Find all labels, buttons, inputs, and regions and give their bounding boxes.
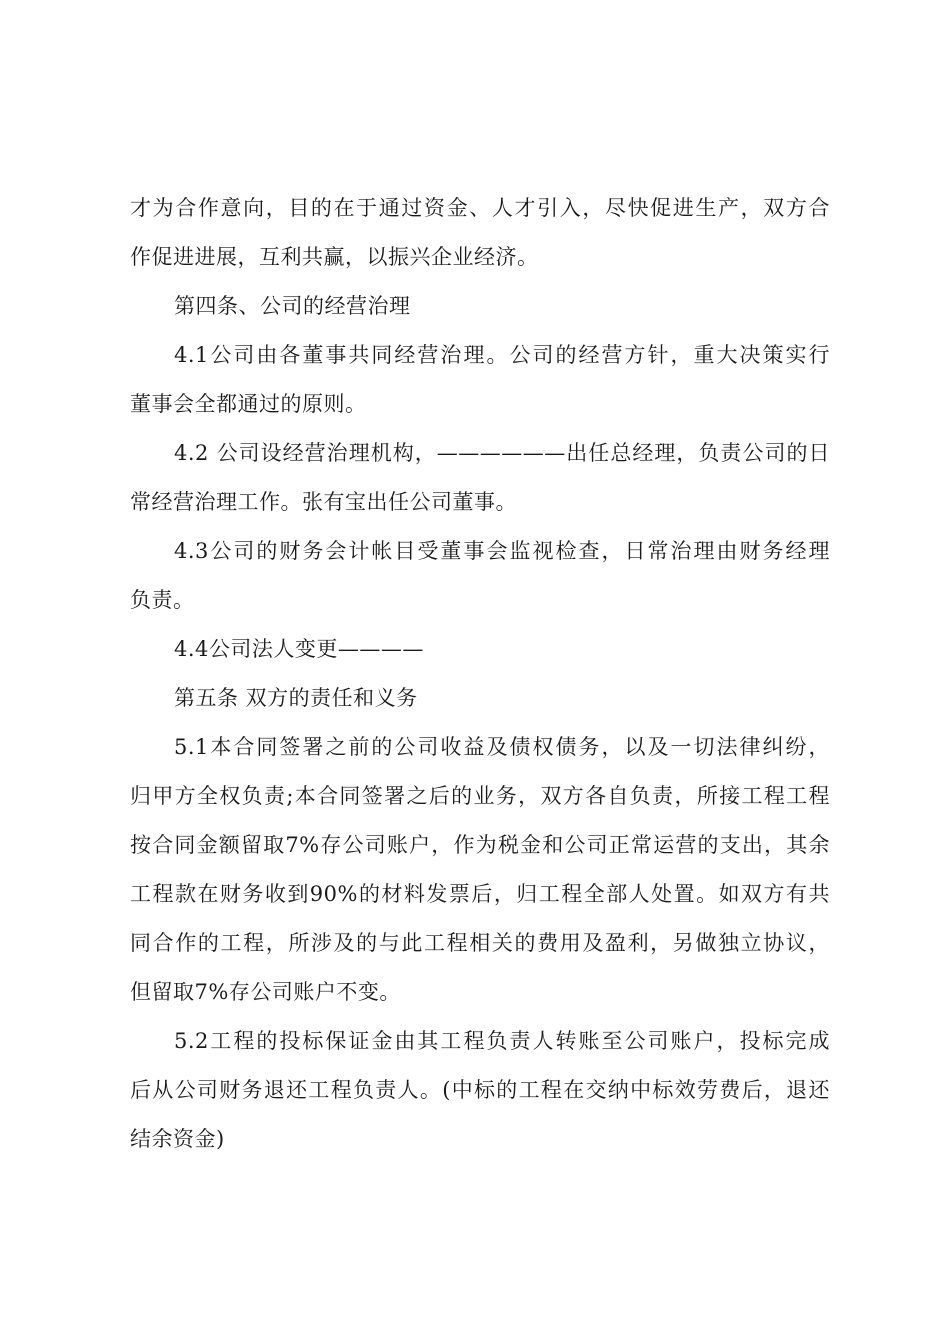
text-line: 归甲方全权负责;本合同签署之后的业务，双方各自负责，所接工程工程 <box>130 784 830 808</box>
text-line: 按合同金额留取7%存公司账户，作为税金和公司正常运营的支出，其余 <box>130 833 830 857</box>
text-line: 4.3公司的财务会计帐目受董事会监视检查，日常治理由财务经理 <box>174 539 830 563</box>
text-line: 后从公司财务退还工程负责人。(中标的工程在交纳中标效劳费后，退还 <box>130 1078 830 1102</box>
text-line: 作促进进展，互利共赢，以振兴企业经济。 <box>130 245 539 269</box>
text-line: 同合作的工程，所涉及的与此工程相关的费用及盈利，另做独立协议， <box>130 931 830 955</box>
text-line: 5.2工程的投标保证金由其工程负责人转账至公司账户，投标完成 <box>174 1029 830 1053</box>
text-line: 5.1本合同签署之前的公司收益及债权债务，以及一切法律纠纷， <box>174 735 830 759</box>
text-line: 结余资金) <box>130 1127 225 1151</box>
text-line: 4.1公司由各董事共同经营治理。公司的经营方针，重大决策实行 <box>174 343 830 367</box>
text-line: 4.2 公司设经营治理机构，——————出任总经理，负责公司的日 <box>174 441 830 465</box>
clause-4-3 <box>130 527 830 625</box>
clause-4-1 <box>130 331 830 429</box>
clause-4-2 <box>130 429 830 527</box>
text-line: 才为合作意向，目的在于通过资金、人才引入，尽快促进生产，双方合 <box>130 196 830 220</box>
document-body <box>130 184 830 1164</box>
text-line: 常经营治理工作。张有宝出任公司董事。 <box>130 490 517 514</box>
text-line: 董事会全都通过的原则。 <box>130 392 367 416</box>
paragraph-intro-continuation <box>130 184 830 282</box>
text-line: 工程款在财务收到90%的材料发票后，归工程全部人处置。如双方有共 <box>130 882 830 906</box>
section-heading: 第四条、公司的经营治理 <box>174 294 411 318</box>
text-line: 4.4公司法人变更———— <box>174 637 424 661</box>
section-heading: 第五条 双方的责任和义务 <box>174 686 418 710</box>
clause-4-4 <box>130 625 830 674</box>
text-line: 但留取7%存公司账户不变。 <box>130 980 401 1004</box>
article-5-heading <box>130 674 830 723</box>
text-line: 负责。 <box>130 588 195 612</box>
clause-5-2 <box>130 1017 830 1164</box>
article-4-heading <box>130 282 830 331</box>
clause-5-1 <box>130 723 830 1017</box>
